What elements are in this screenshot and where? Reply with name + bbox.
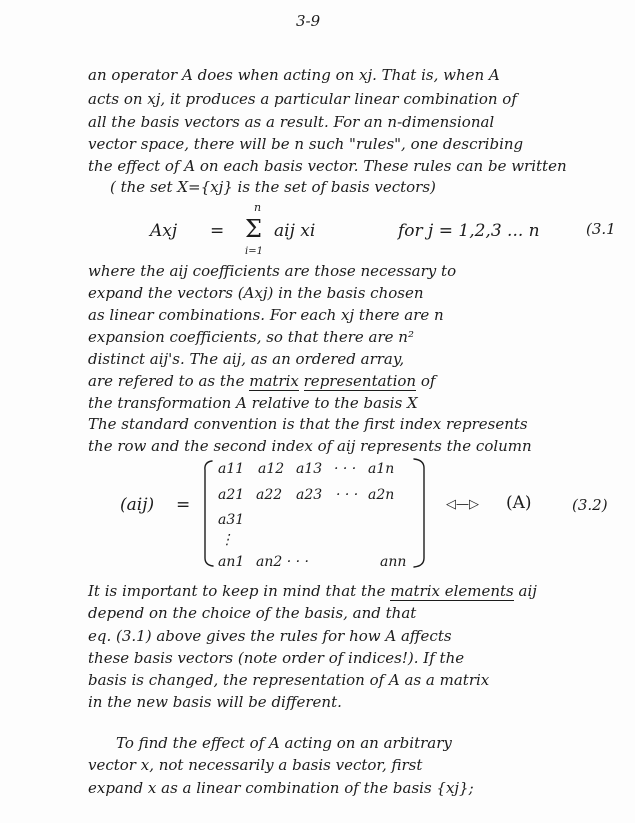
eq31-condition: for j = 1,2,3 ... n bbox=[398, 221, 540, 241]
eq31-label: (3.1 bbox=[586, 220, 616, 238]
matrix-cell: an1 bbox=[218, 554, 245, 570]
para1-line-2: acts on xj, it produces a particular linear combination of bbox=[88, 90, 517, 108]
matrix-cell: a23 bbox=[296, 487, 323, 503]
eq31-sum-upper: n bbox=[254, 201, 262, 214]
para2-line-7: the transformation A relative to the basis X bbox=[88, 394, 418, 412]
eq32-equals: = bbox=[176, 495, 191, 515]
matrix-cell: a2n bbox=[368, 487, 395, 503]
sigma-symbol: Σ bbox=[245, 215, 262, 243]
eq31-equals: = bbox=[210, 221, 225, 241]
matrix-cell: a12 bbox=[258, 461, 285, 477]
para2-line-3: as linear combinations. For each xj there are n bbox=[88, 306, 444, 324]
matrix-cell: an2 · · · bbox=[256, 554, 309, 570]
matrix-cell: a21 bbox=[218, 487, 245, 503]
para4-line-3: expand x as a linear combination of the basis {xj}; bbox=[88, 779, 474, 797]
para2-line-5: distinct aij's. The aij, as an ordered array, bbox=[88, 350, 405, 368]
para3-line-5: basis is changed, the representation of A as a matrix bbox=[88, 671, 490, 689]
para2-line-4: expansion coefficients, so that there are n² bbox=[88, 328, 414, 346]
para1-line-5: the effect of A on each basis vector. These rules can be written bbox=[88, 157, 567, 175]
matrix-cell: a31 bbox=[218, 512, 245, 528]
para3-line-3: eq. (3.1) above gives the rules for how A affects bbox=[88, 627, 452, 645]
term-matrix-elements-underlined: matrix elements bbox=[390, 582, 514, 600]
eq31-rhs: aij xi bbox=[274, 221, 316, 241]
eq32-rhs: (A) bbox=[506, 493, 532, 513]
para2-line-8: The standard convention is that the first index represents bbox=[88, 415, 528, 433]
term-representation-underlined: representation bbox=[303, 372, 417, 390]
para3-line-2: depend on the choice of the basis, and that bbox=[88, 604, 417, 622]
eq31-lhs: Axj bbox=[150, 221, 178, 241]
para3-line-6: in the new basis will be different. bbox=[88, 693, 342, 711]
para2-line-1: where the aij coefficients are those necessary to bbox=[88, 262, 457, 280]
para1-line-6: ( the set X={xj} is the set of basis vectors) bbox=[110, 178, 436, 196]
matrix-cell: ann bbox=[380, 554, 407, 570]
term-matrix-underlined: matrix bbox=[249, 372, 299, 390]
page-number: 3-9 bbox=[296, 12, 321, 30]
matrix-cell: · · · bbox=[336, 487, 359, 503]
matrix-cell: a13 bbox=[296, 461, 323, 477]
right-bracket bbox=[414, 459, 424, 567]
eq31-sum-lower: i=1 bbox=[245, 246, 263, 257]
para2-line-9: the row and the second index of aij represents the column bbox=[88, 437, 532, 455]
para3-line-1-suffix: aij bbox=[513, 582, 537, 600]
double-arrow-icon: ◁—▷ bbox=[446, 497, 479, 512]
matrix-cell: · · · bbox=[334, 461, 357, 477]
para1-line-1: an operator A does when acting on xj. That is, when A bbox=[88, 66, 500, 84]
left-bracket bbox=[205, 461, 213, 566]
para1-line-4: vector space, there will be n such "rules", one describing bbox=[88, 135, 524, 153]
para4-line-1: To find the effect of A acting on an arbitrary bbox=[116, 734, 452, 752]
matrix-cell: a11 bbox=[218, 461, 245, 477]
matrix-cell: a22 bbox=[256, 487, 283, 503]
matrix-cell: a1n bbox=[368, 461, 395, 477]
eq32-label: (3.2) bbox=[572, 496, 608, 514]
para3-line-1-prefix: It is important to keep in mind that the bbox=[88, 582, 391, 600]
para1-line-3: all the basis vectors as a result. For an n-dimensional bbox=[88, 113, 495, 131]
para2-line-6-suffix: of bbox=[416, 372, 436, 390]
matrix-cell: ⋮ bbox=[220, 532, 234, 548]
para2-line-6-prefix: are refered to as the bbox=[88, 372, 245, 390]
para3-line-4: these basis vectors (note order of indices!). If the bbox=[88, 649, 465, 667]
para2-line-2: expand the vectors (Axj) in the basis chosen bbox=[88, 284, 424, 302]
para4-line-2: vector x, not necessarily a basis vector, first bbox=[88, 756, 423, 774]
eq32-lhs: (aij) bbox=[120, 495, 155, 515]
